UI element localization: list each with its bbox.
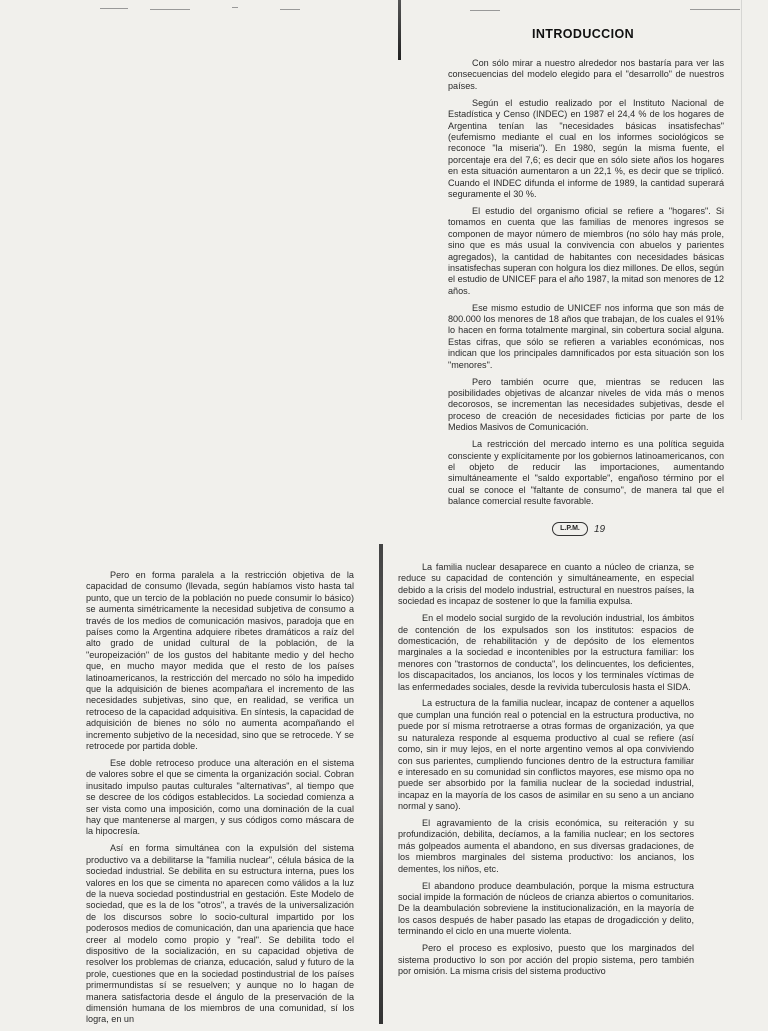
right-paragraph: La familia nuclear desaparece en cuanto a núcleo de crianza, se reduce su capacidad de contención y simultáneamente, en especial debido a la crisis del modelo industrial, estructural en nuestros países, la sociedad es incapaz de sostener lo que la familia expulsa.	[398, 562, 694, 607]
bottom-right-column	[398, 562, 694, 983]
lpm-logo: L.P.M.	[552, 522, 588, 536]
top-paragraph: Ese mismo estudio de UNICEF nos informa que son más de 800.000 los menores de 18 años que trabajan, de los cuales el 91% lo hacen en forma totalmente marginal, sin cobertura social alguna. Estas cifras, que sólo se refieren a variables económicas, nos indican que los principales damnificados por esta situación son los "menores".	[448, 302, 724, 370]
left-paragraph: Ese doble retroceso produce una alteración en el sistema de valores sobre el que se cimenta la organización social. Cobran inusitado impulso pautas culturales "alternativas", al tiempo que se descree de los códigos establecidos. La sociedad comienza a ser vista como una imposición, como una dominación de la cual hay que mantenerse al margen, y sus códigos como máscara de la hipocresía.	[86, 758, 354, 837]
bottom-binding-line	[379, 544, 383, 1024]
left-paragraph: Así en forma simultánea con la expulsión del sistema productivo va a debilitarse la "familia nuclear", célula básica de la sociedad industrial. Se debilita en su estructura interna, pues los valores en los que se cimenta no aparecen como válidos a la luz de la nueva sociedad postindustrial en gestación. Este Modelo de sociedad, que es la de los "otros", a través de la universalización de los discursos sobre lo socio-cultural impartido por los poderosos medios de comunicación, dan una apariencia que hace creer al modelo como propio y "real". Se debilita todo el dispositivo de la socialización, en su capacidad objetiva de resolver los problemas de crianza, educación, salud y futuro de la prole, cuestiones que en la sociedad postindustrial de los países primermundistas sí se resuelven; y aunque no lo hagan de manera satisfactoria desde el ángulo de la preservación de la dimensión humana de los miembros de una comunidad, sí los logra, en un	[86, 843, 354, 1025]
top-paragraph: Con sólo mirar a nuestro alrededor nos bastaría para ver las consecuencias del modelo elegido para el "desarrollo" de nuestros países.	[448, 58, 724, 91]
right-paragraph: Pero el proceso es explosivo, puesto que los marginados del sistema productivo lo son por acción del propio sistema, pero también por omisión. La misma crisis del sistema productivo	[398, 943, 694, 976]
top-text-column	[448, 58, 724, 513]
top-paragraph: Pero también ocurre que, mientras se reducen las posibilidades objetivas de alcanzar niveles de vida más o menos decorosos, se incrementan las necesidades subjetivas, desde el proceso de creación de necesidades ficticias por parte de los Medios Masivos de Comunicación.	[448, 376, 724, 433]
right-paragraph: El abandono produce deambulación, porque la misma estructura social impide la formación de núcleos de crianza abiertos o comunitarios. De la deambulación sobreviene la institucionalización, en la mayoría de los casos después de haber pasado las etapas de drogadicción y delito, terminando el ciclo en una muerte violenta.	[398, 880, 694, 937]
top-binding-line	[398, 0, 401, 60]
right-paragraph: En el modelo social surgido de la revolución industrial, los ámbitos de contención de los expulsados son los institutos: espacios de domesticación, de rehabilitación y de depósito de los elementos marginales a la sociedad e incontenibles por la estructura familiar: los menores con "trastornos de conducta", los delincuentes, los deficientes, los discapacitados, los ancianos, los locos y los terminales víctimas de las enfermedades sociales, desde la revivida tuberculosis hasta el SIDA.	[398, 613, 694, 692]
top-paragraph: Según el estudio realizado por el Instituto Nacional de Estadística y Censo (INDEC) en 1987 el 24,4 % de los hogares de Argentina tenían las "necesidades básicas insatisfechas" (eufemismo mediante el cual en los informes sociológicos se reconoce "la miseria"). En 1980, según la misma fuente, el porcentaje era del 7,6; es decir que en sólo siete años los hogares en esta situación aumentaron a un 22,1 %, es decir que se triplicó. Cuando el INDEC difunda el informe de 1989, la cantidad superará seguramente el 30 %.	[448, 97, 724, 199]
right-paragraph: El agravamiento de la crisis económica, su reiteración y su profundización, debilita, decíamos, a la familia nuclear; en los sectores más golpeados aumenta el abandono, en sus diversas gradaciones, de los miembros marginales del sistema productivo: los ancianos, los dementes, los niños, etc.	[398, 818, 694, 874]
bottom-left-column	[86, 570, 354, 1031]
right-paragraph: La estructura de la familia nuclear, incapaz de contener a aquellos que cumplan una función real o potencial en la estructura productiva, no puede por sí misma retrotraerse a otras formas de organización, ya que su naturaleza responde al esquema productivo al cual se refiere (así como, sin ir muy lejos, en el norte argentino vemos al opa conviviendo con sus parientes, cumpliendo funciones dentro de la estructura familiar e interesado en su comunidad sin conflictos mayores, ese mismo opa no puede ser absorbido por la familia nuclear de la sociedad industrial, incapaz en la mayoría de los casos de asimilar en su seno a un anciano normal y sano).	[398, 698, 694, 812]
page-number: 19	[594, 523, 606, 535]
page-crease	[741, 0, 742, 420]
page-footer	[552, 522, 632, 536]
page-title: INTRODUCCION	[532, 27, 635, 41]
top-paragraph: La restricción del mercado interno es una política seguida consciente y explícitamente por los gobiernos latinoamericanos, con el objeto de reducir las importaciones, aumentando simultáneamente el "saldo exportable", engañoso término por el cual se conoce el "faltante de consumo", de manera tal que el balance comercial resulte favorable.	[448, 439, 724, 507]
left-paragraph: Pero en forma paralela a la restricción objetiva de la capacidad de consumo (llevada, según habíamos visto hasta tal punto, que un tercio de la población no puede consumir lo básico) se aumenta simétricamente la necesidad subjetiva de consumo a través de los medios de comunicación masivos, paradoja que en países como la Argentina adquiere ribetes dramáticos a raíz del alto grado de unidad cultural de la población, de la "europeización" de los gustos del habitante medio y del hecho que, en mucho mayor medida que el resto de los países latinoamericanos, la restricción del mercado no sólo ha impedido que la adquisición de bienes acompañara el incremento de las necesidades subjetivas, sino que, en realidad, se verifica un retroceso de la capacidad adquisitiva. En síntesis, la capacidad de adquisición de bienes no sólo no aumenta acompañando el incremento subjetivo de la necesidad, sino que se retrocede. Y se retrocede por partida doble.	[86, 570, 354, 752]
top-paragraph: El estudio del organismo oficial se refiere a "hogares". Si tomamos en cuenta que las familias de menores ingresos se componen de mayor número de miembros (no sólo hay más prole, sino que es más usual la convivencia con abuelos y parientes agregados), la cantidad de habitantes con necesidades básicas insatisfechas superan con holgura los diez millones. De ellos, según el estudio de UNICEF para el año 1987, la mitad son menores de 12 años.	[448, 205, 725, 296]
top-page-edge	[0, 0, 768, 24]
